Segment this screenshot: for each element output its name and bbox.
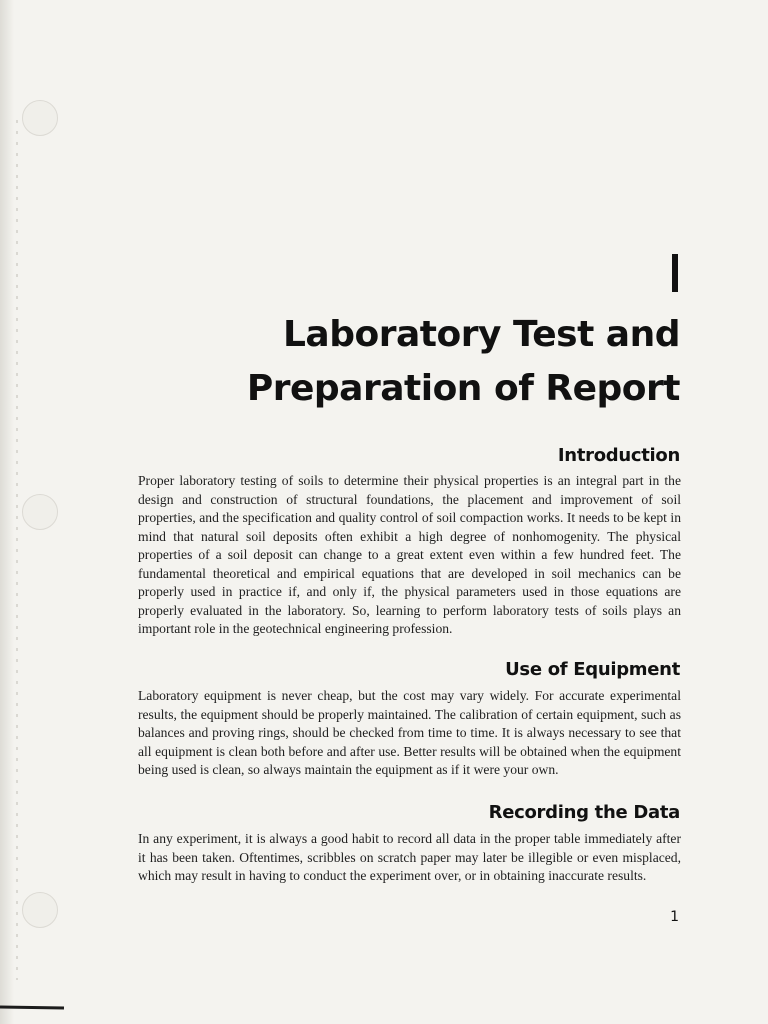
section-heading-use-of-equipment: Use of Equipment <box>505 659 680 680</box>
section-body-use-of-equipment: Laboratory equipment is never cheap, but the cost may vary widely. For accurate experimental results, the equipment should be properly maintained. The calibration of certain equipment, such as balances and proving rings, should be checked from time to time. It is always necessary to see that all equipment is clean both before and after use. Better results will be obtained when the equipment being used is clean, so always maintain the equipment as if it were your own. <box>138 688 681 777</box>
chapter-title-line-2: Preparation of Report <box>246 368 680 409</box>
section-heading-recording-the-data: Recording the Data <box>488 802 680 823</box>
binding-perforation <box>16 120 18 980</box>
section-body-recording-the-data: In any experiment, it is always a good habit to record all data in the proper table immediately after it has been taken. Oftentimes, scribbles on scratch paper may later be illegible or even misplaced, which may result in having to conduct the experiment over, or in obtaining inaccurate results. <box>138 831 681 883</box>
punch-hole-middle <box>22 494 58 530</box>
punch-hole-top <box>22 100 58 136</box>
page-number: 1 <box>670 909 679 925</box>
binding-shadow <box>0 0 14 1024</box>
section-body-introduction: Proper laboratory testing of soils to determine their physical properties is an integral part in the design and construction of structural foundations, the placement and improvement of soil properties, and the specification and quality control of soil compaction works. It needs to be kept in mind that natural soil deposits often exhibit a high degree of nonhomogenity. The physical properties of a soil deposit can change to a great extent even within a few hundred feet. The fundamental theoretical and empirical equations that are developed in soil mechanics can be properly used in practice if, and only if, the physical parameters used in those equations are properly evaluated in the laboratory. So, learning to perform laboratory tests of soils plays an important role in the geotechnical engineering profession. <box>138 473 681 636</box>
section-heading-introduction: Introduction <box>557 445 680 466</box>
chapter-number-bar <box>672 254 678 292</box>
punch-hole-bottom <box>22 892 58 928</box>
chapter-title-line-1: Laboratory Test and <box>282 314 680 355</box>
chapter-title <box>200 308 680 416</box>
